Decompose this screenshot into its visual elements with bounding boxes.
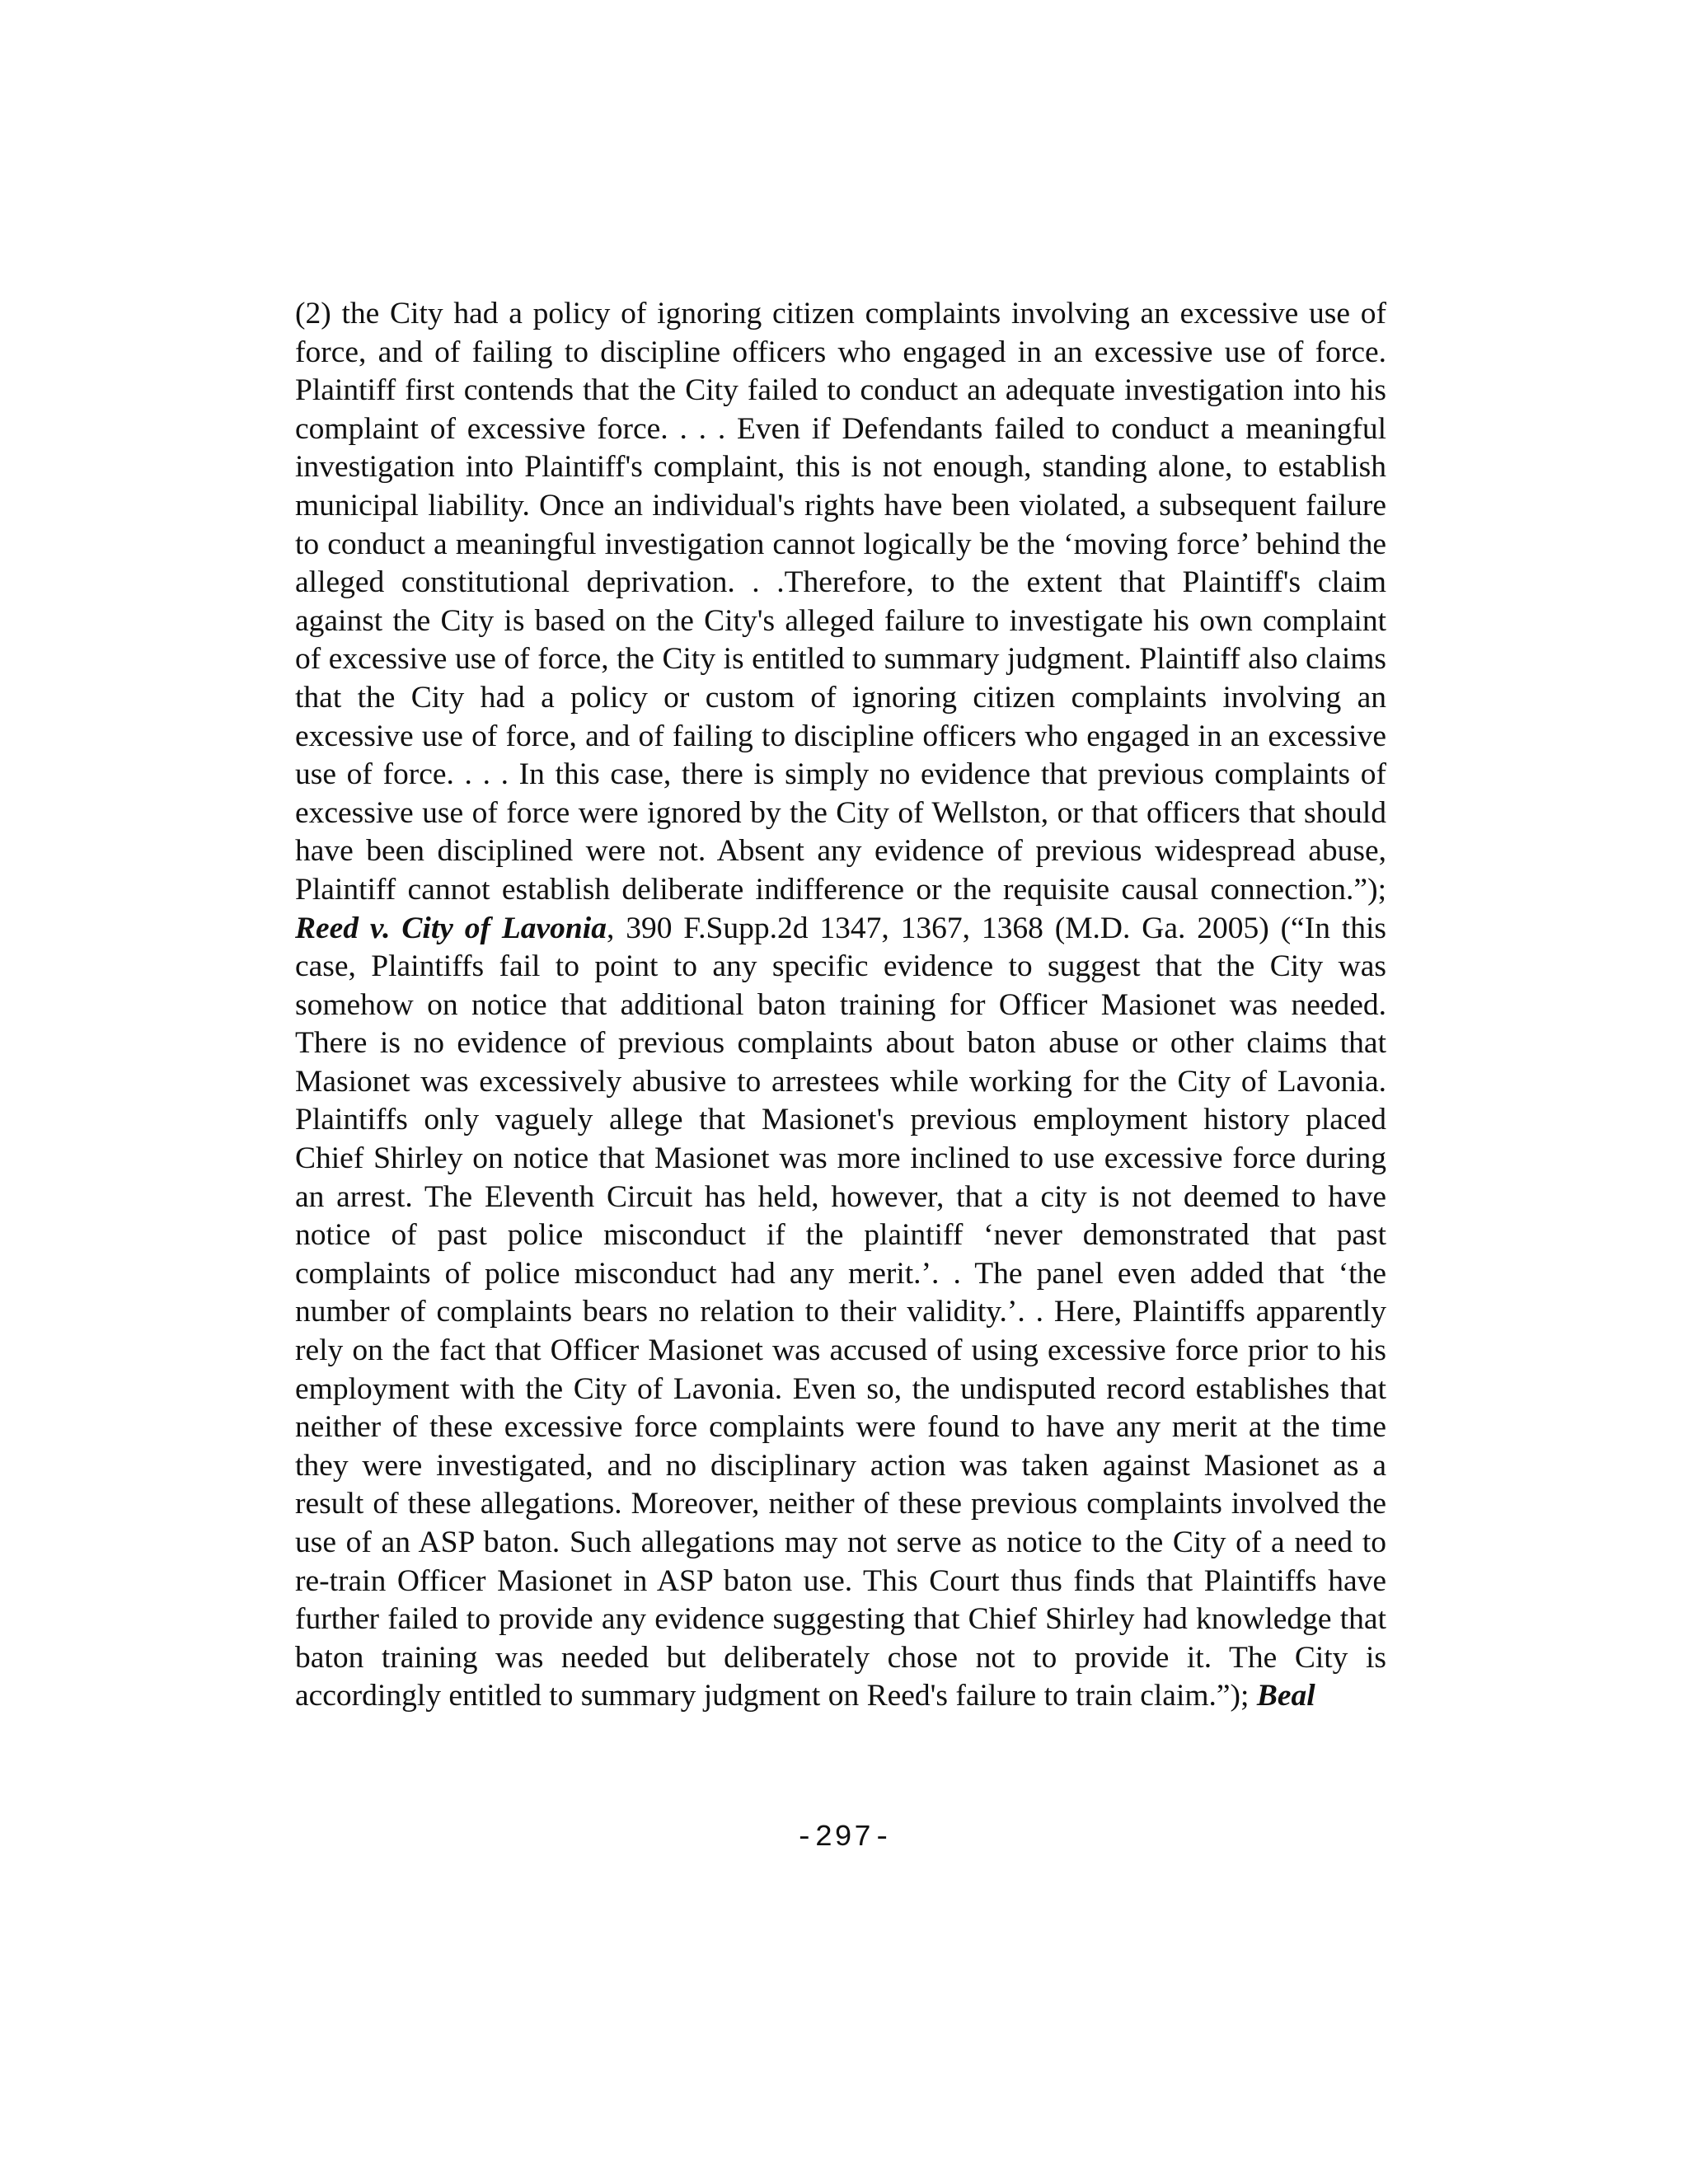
case-citation: Beal bbox=[1256, 1679, 1315, 1713]
text-segment: , 390 F.Supp.2d 1347, 1367, 1368 (M.D. Ga. 2005) (“In this case, Plaintiffs fail to point to any specific evidence to suggest that the City was somehow on notice that additional baton training for Officer Masionet was needed. There is no evidence of previous complaints about baton abuse or other claims that Masionet was excessively abusive to arrestees while working for the City of Lavonia. Plaintiffs only vaguely allege that Masionet's previous employment history placed Chief Shirley on notice that Masionet was more inclined to use excessive force during an arrest. The Eleventh Circuit has held, however, that a city is not deemed to have notice of past police misconduct if the plaintiff ‘never demonstrated that past complaints of police misconduct had any merit.’. . The panel even added that ‘the number of complaints bears no relation to their validity.’. . Here, Plaintiffs apparently rely on the fact that Officer Masionet was accused of using excessive force prior to his employment with the City of Lavonia. Even so, the undisputed record establishes that neither of these excessive force complaints were found to have any merit at the time they were investigated, and no disciplinary action was taken against Masionet as a result of these allegations. Moreover, neither of these previous complaints involved the use of an ASP baton. Such allegations may not serve as notice to the City of a need to re-train Officer Masionet in ASP baton use. This Court thus finds that Plaintiffs have further failed to provide any evidence suggesting that Chief Shirley had knowledge that baton training was needed but deliberately chose not to provide it. The City is accordingly entitled to summary judgment on Reed's failure to train claim.”); bbox=[295, 911, 1386, 1713]
case-citation: Reed v. City of Lavonia bbox=[295, 911, 607, 945]
page-number: -297- bbox=[795, 1821, 893, 1854]
text-segment: (2) the City had a policy of ignoring citizen complaints involving an excessive use of force, and of failing to discipline officers who engaged in an excessive use of force. Plaintiff first contends that the City failed to conduct an adequate investigation into his complaint of excessive force. . . . Even if Defendants failed to conduct a meaningful investigation into Plaintiff's complaint, this is not enough, standing alone, to establish municipal liability. Once an individual's rights have been violated, a subsequent failure to conduct a meaningful investigation cannot logically be the ‘moving force’ behind the alleged constitutional deprivation. . .Therefore, to the extent that Plaintiff's claim against the City is based on the City's alleged failure to investigate his own complaint of excessive use of force, the City is entitled to summary judgment. Plaintiff also claims that the City had a policy or custom of ignoring citizen complaints involving an excessive use of force, and of failing to discipline officers who engaged in an excessive use of force. . . . In this case, there is simply no evidence that previous complaints of excessive use of force were ignored by the City of Wellston, or that officers that should have been disciplined were not. Absent any evidence of previous widespread abuse, Plaintiff cannot establish deliberate indifference or the requisite causal connection.”); bbox=[295, 297, 1386, 907]
body-paragraph bbox=[295, 295, 1386, 1716]
